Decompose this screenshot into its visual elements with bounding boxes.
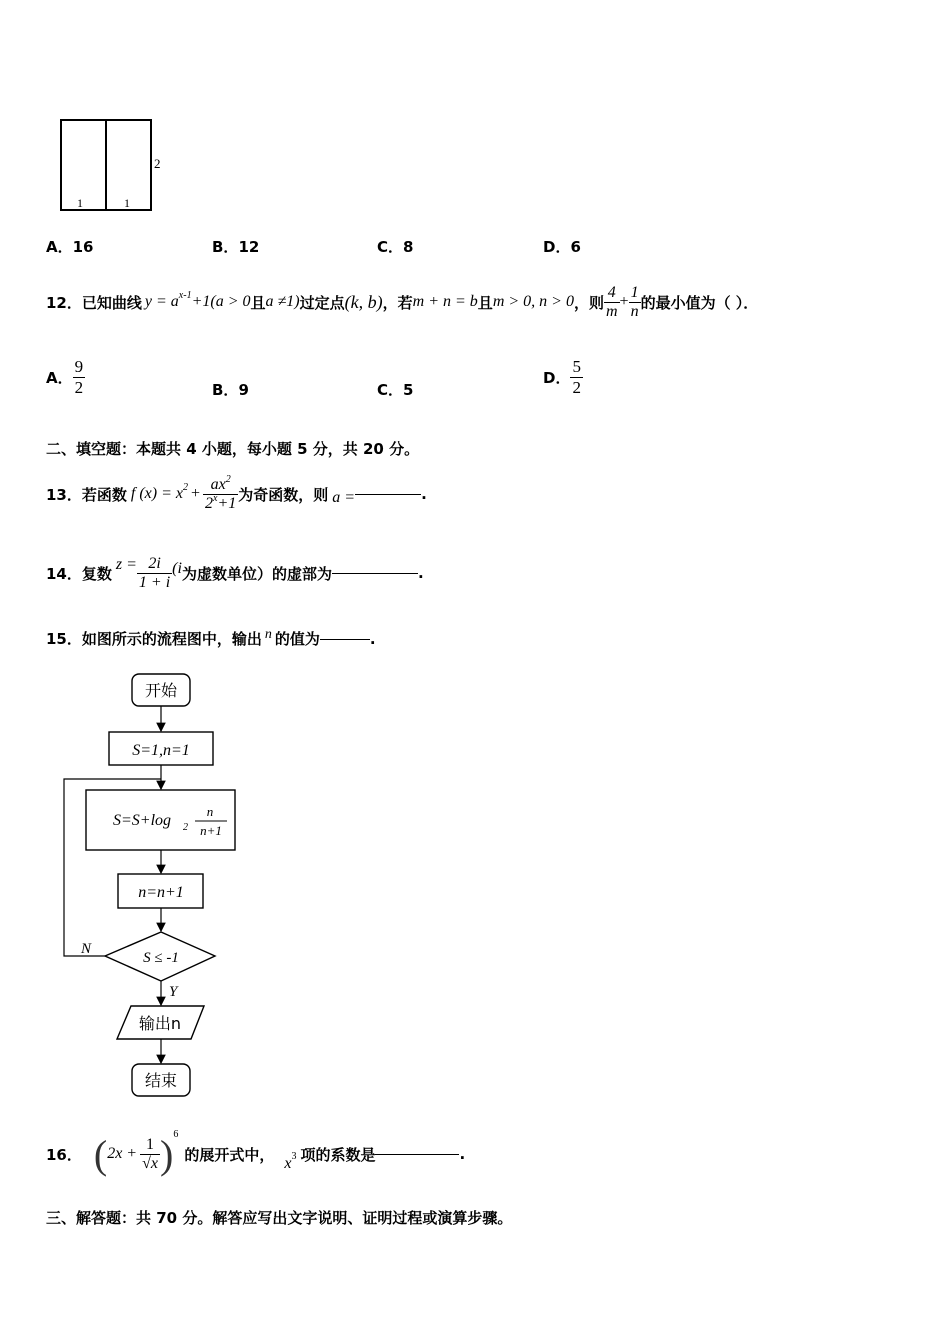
svg-text:输出n: 输出n — [138, 1014, 182, 1033]
frac-1-over-sqrt-x: $\frac{1}{√x}$ — [142, 1135, 158, 1172]
frac-1-over-n: $\frac{1}{n}$ — [630, 283, 639, 320]
question-16: 16． ( 2x + $\frac{1}{√x}$ ) 6 的展开式中， x 3 项的系数是 . — [46, 1128, 466, 1177]
section-3-heading: 三、解答题：共 70 分。解答应写出文字说明、证明过程或演算步骤。 — [46, 1209, 513, 1227]
left-width-label: 1 — [77, 196, 83, 210]
svg-text:n+1: n+1 — [200, 823, 222, 838]
frac-ax2-over-2x-plus-1: $\frac{ax^2}{2^x+1}$ — [205, 473, 237, 512]
flowchart — [55, 665, 255, 1105]
q12-option-d: D． $\frac{5}{2}$ — [543, 356, 581, 397]
section-2-heading: 二、填空题：本题共 4 小题，每小题 5 分，共 20 分。 — [46, 440, 420, 458]
q11-option-a: A．16 — [46, 238, 94, 256]
svg-text:S ≤ -1: S ≤ -1 — [143, 950, 179, 966]
q11-option-d: D．6 — [543, 238, 581, 256]
svg-text:2: 2 — [183, 822, 188, 833]
svg-text:S=1,n=1: S=1,n=1 — [132, 742, 190, 759]
question-15: 15． 如图所示的流程图中，输出 n 的值为 . — [46, 626, 376, 648]
question-14: 14． 复数 z = $\frac{2i}{1 + i}$ (i 为虚数单位）的虚部为 . — [46, 554, 424, 591]
q12-option-a: A． $\frac{9}{2}$ — [46, 356, 84, 397]
yes-label: Y — [169, 984, 178, 1000]
svg-text:n=n+1: n=n+1 — [138, 884, 184, 901]
q12-option-c: C．5 — [377, 381, 414, 399]
svg-text:n: n — [206, 804, 214, 819]
question-12: 12． 已知曲线 y = a x-1 +1(a > 0 且 a ≠1) 过定点 (k, b) ，若 m + n = b 且 m > 0, n > 0 ，则 $\frac{4}{m}$ + $\frac{1}{n}$ 的最小值为（ ）． — [46, 283, 759, 320]
svg-text:开始: 开始 — [144, 681, 178, 700]
no-label: N — [81, 941, 92, 957]
right-width-label: 1 — [124, 196, 130, 210]
q11-option-c: C．8 — [377, 238, 414, 256]
three-view-figure — [40, 108, 190, 218]
frac-4-over-m: $\frac{4}{m}$ — [605, 283, 618, 320]
svg-text:结束: 结束 — [144, 1071, 178, 1090]
q11-option-b: B．12 — [212, 238, 260, 256]
q12-option-b: B．9 — [212, 381, 249, 399]
svg-text:S=S+log: S=S+log — [113, 812, 172, 829]
question-13: 13． 若函数 f (x) = x 2 + $\frac{ax^2}{2^x+1}$ 为奇函数，则 a = . — [46, 473, 427, 512]
frac-2i-over-1-plus-i: $\frac{2i}{1 + i}$ — [138, 554, 171, 591]
height-label: 2 — [154, 156, 161, 171]
